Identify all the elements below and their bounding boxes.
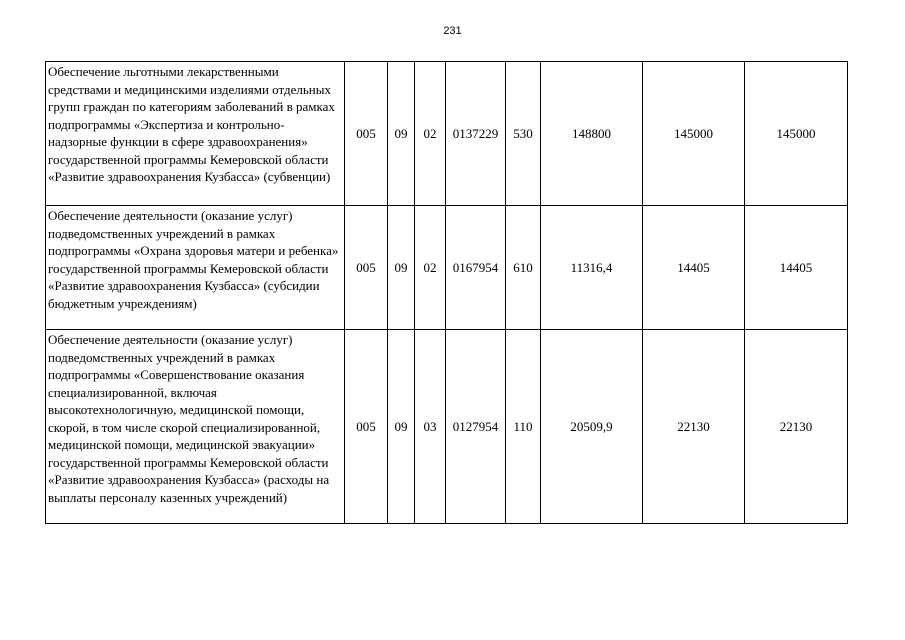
ministry-code: 005 [345,330,388,524]
expense-description: Обеспечение деятельности (оказание услуг) подведомственных учреждений в рамках подпрограммы «Совершенствование оказания специализированной, включая высокотехнологичную, медицинской помощи, скорой, в том числе скорой специализированной, медицинской помощи, медицинской эвакуации» государственной программы Кемеровской области «Развитие здравоохранения Кузбасса» (расходы на выплаты персоналу казенных учреждений) [46,330,345,524]
target-article-code: 0137229 [446,62,506,206]
target-article-code: 0167954 [446,206,506,330]
budget-table [45,61,848,524]
page-number: 231 [443,25,462,37]
table-row [46,206,848,330]
amount-year-3: 22130 [745,330,848,524]
amount-year-3: 145000 [745,62,848,206]
section-code: 09 [388,206,415,330]
section-code: 09 [388,330,415,524]
table-row [46,62,848,206]
expense-type-code: 530 [506,62,541,206]
expense-type-code: 610 [506,206,541,330]
expense-type-code: 110 [506,330,541,524]
expense-description: Обеспечение льготными лекарственными средствами и медицинскими изделиями отдельных групп граждан по категориям заболеваний в рамках подпрограммы «Экспертиза и контрольно-надзорные функции в сфере здравоохранения» государственной программы Кемеровской области «Развитие здравоохранения Кузбасса» (субвенции) [46,62,345,206]
section-code: 09 [388,62,415,206]
amount-year-1: 11316,4 [541,206,643,330]
ministry-code: 005 [345,206,388,330]
amount-year-1: 20509,9 [541,330,643,524]
expense-description: Обеспечение деятельности (оказание услуг) подведомственных учреждений в рамках подпрограммы «Охрана здоровья матери и ребенка» государственной программы Кемеровской области «Развитие здравоохранения Кузбасса» (субсидии бюджетным учреждениям) [46,206,345,330]
target-article-code: 0127954 [446,330,506,524]
table-row [46,330,848,524]
ministry-code: 005 [345,62,388,206]
amount-year-1: 148800 [541,62,643,206]
subsection-code: 02 [415,62,446,206]
amount-year-2: 22130 [643,330,745,524]
amount-year-3: 14405 [745,206,848,330]
amount-year-2: 14405 [643,206,745,330]
subsection-code: 02 [415,206,446,330]
subsection-code: 03 [415,330,446,524]
amount-year-2: 145000 [643,62,745,206]
